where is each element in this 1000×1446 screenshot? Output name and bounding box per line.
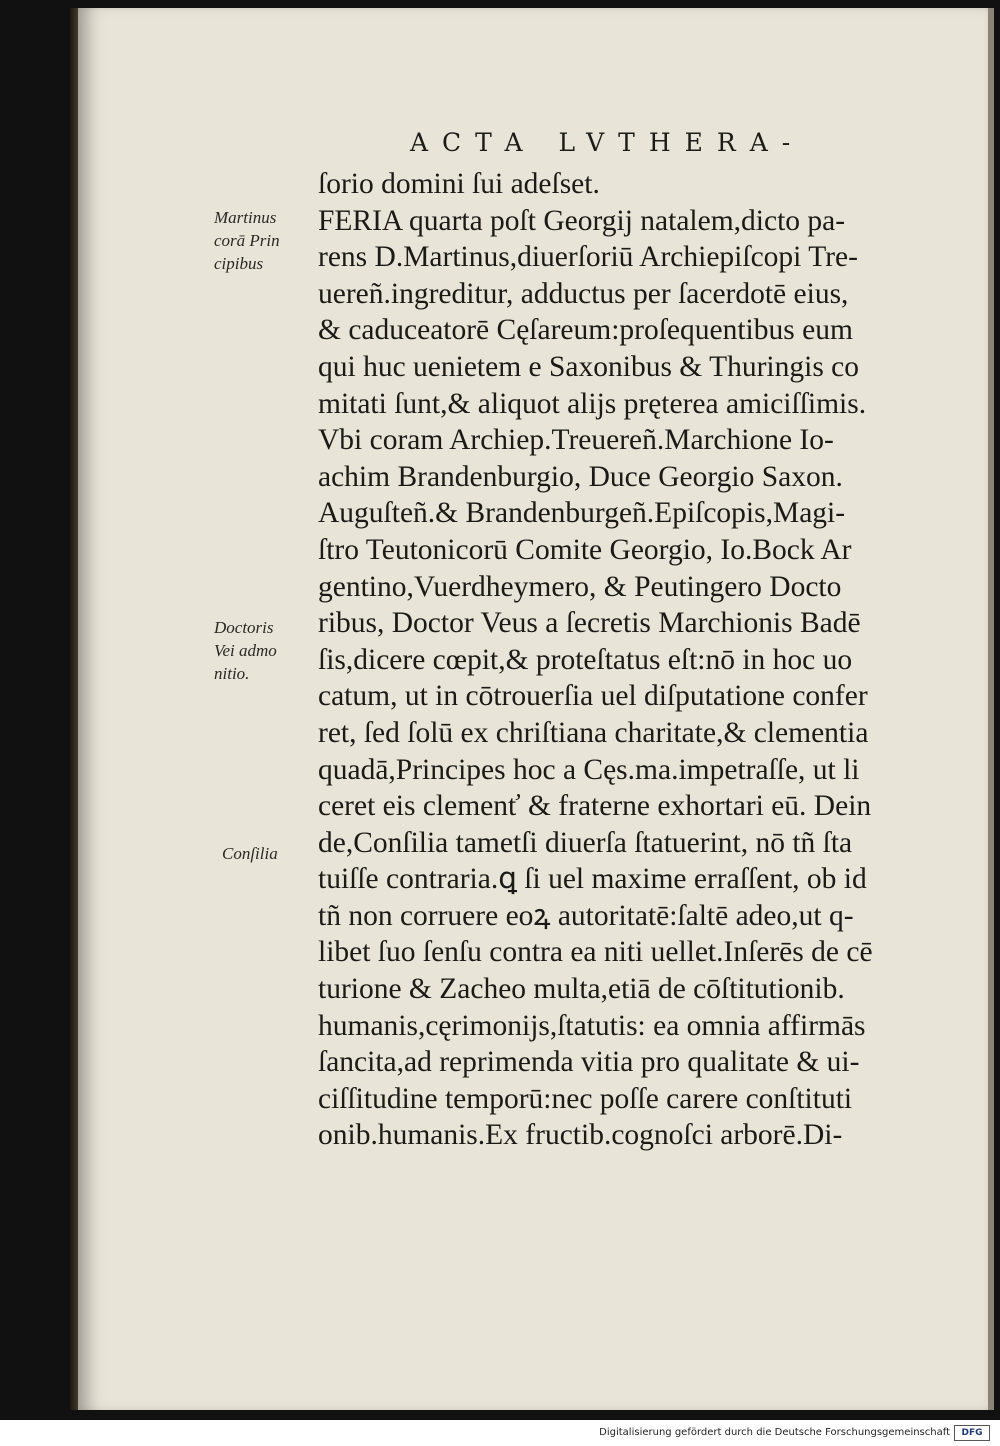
marginal-note-line: corā Prin <box>214 231 280 250</box>
text-line: rens D.Martinus,diuerſoriū Archiepiſcopi Tre- <box>318 241 858 274</box>
text-line: tñ non corruere eoꝝ autoritatē:ſaltē adeo,ut q- <box>318 899 854 932</box>
text-line: ceret eis clemenť & fraterne exhortari eū. Dein <box>318 790 872 823</box>
dfg-logo: DFG <box>954 1425 990 1441</box>
marginal-note-line: Doctoris <box>214 618 274 637</box>
text-line: ribus, Doctor Veus a ſecretis Marchionis Badē <box>318 607 861 640</box>
text-line: tuiſſe contraria.ꝗ ſi uel maxime erraſſent, ob id <box>318 863 867 896</box>
text-line: catum, ut in cōtrouerſia uel diſputatione confer <box>318 680 868 713</box>
text-line: ret, ſed ſolū ex chriſtiana charitate,& clementia <box>318 716 869 749</box>
marginal-note-line: Vei admo <box>214 641 277 660</box>
marginal-note-line: cipibus <box>214 254 264 273</box>
running-header: ACTA LVTHERA- <box>410 128 805 157</box>
text-line: humanis,cęrimonijs,ſtatutis: ea omnia affirmās <box>318 1009 866 1042</box>
text-line: uereñ.ingreditur, adductus per ſacerdotē eius, <box>318 277 849 310</box>
text-line: Auguſteñ.& Brandenburgeñ.Epiſcopis,Magi- <box>318 497 846 530</box>
body-text <box>318 166 958 1154</box>
text-line: Vbi coram Archiep.Treuereñ.Marchione Io- <box>318 424 834 457</box>
marginal-note-line: Martinus <box>214 208 277 227</box>
text-line: achim Brandenburgio, Duce Georgio Saxon. <box>318 460 843 493</box>
text-line: onib.humanis.Ex fructib.cognoſci arborē.Di- <box>318 1119 843 1152</box>
marginal-note-line: Conſilia <box>222 844 278 863</box>
footer-credit: Digitalisierung gefördert durch die Deutsche Forschungsgemeinschaft <box>599 1427 950 1438</box>
text-line: quadā,Principes hoc a Cęs.ma.impetraſſe, ut li <box>318 753 860 786</box>
text-line: qui huc uenietem e Saxonibus & Thuringis co <box>318 350 860 383</box>
text-line: libet ſuo ſenſu contra ea niti uellet.Inſerēs de cē <box>318 936 873 969</box>
text-line: gentino,Vuerdheymero, & Peutingero Docto <box>318 570 842 603</box>
text-line: & caduceatorē Cęſareum:proſequentibus eum <box>318 314 853 347</box>
text-line: turione & Zacheo multa,etiā de cōſtitutionib. <box>318 973 845 1006</box>
marginal-note-doctoris <box>214 616 277 685</box>
text-line: ſancita,ad reprimenda vitia pro qualitate & ui- <box>318 1046 860 1079</box>
text-line: FERIA quarta poſt Georgij natalem,dicto pa- <box>318 204 846 237</box>
text-line: ciſſitudine temporū:nec poſſe carere conſtituti <box>318 1082 853 1115</box>
text-line: mitati ſunt,& aliquot alijs pręterea amiciſſimis. <box>318 387 867 420</box>
text-line: ſtro Teutonicorū Comite Georgio, Io.Bock Ar <box>318 533 852 566</box>
marginal-note-consilia <box>222 842 278 865</box>
text-line: de,Conſilia tametſi diuerſa ſtatuerint, nō tñ ſta <box>318 826 853 859</box>
page-fore-edge <box>988 8 994 1410</box>
footer-bar <box>0 1420 1000 1446</box>
marginal-note-line: nitio. <box>214 664 250 683</box>
text-line: ſis,dicere cœpit,& proteſtatus eſt:nō in hoc uo <box>318 643 853 676</box>
marginal-note-martinus <box>214 206 280 275</box>
text-line: ſorio domini ſui adeſset. <box>318 168 600 200</box>
